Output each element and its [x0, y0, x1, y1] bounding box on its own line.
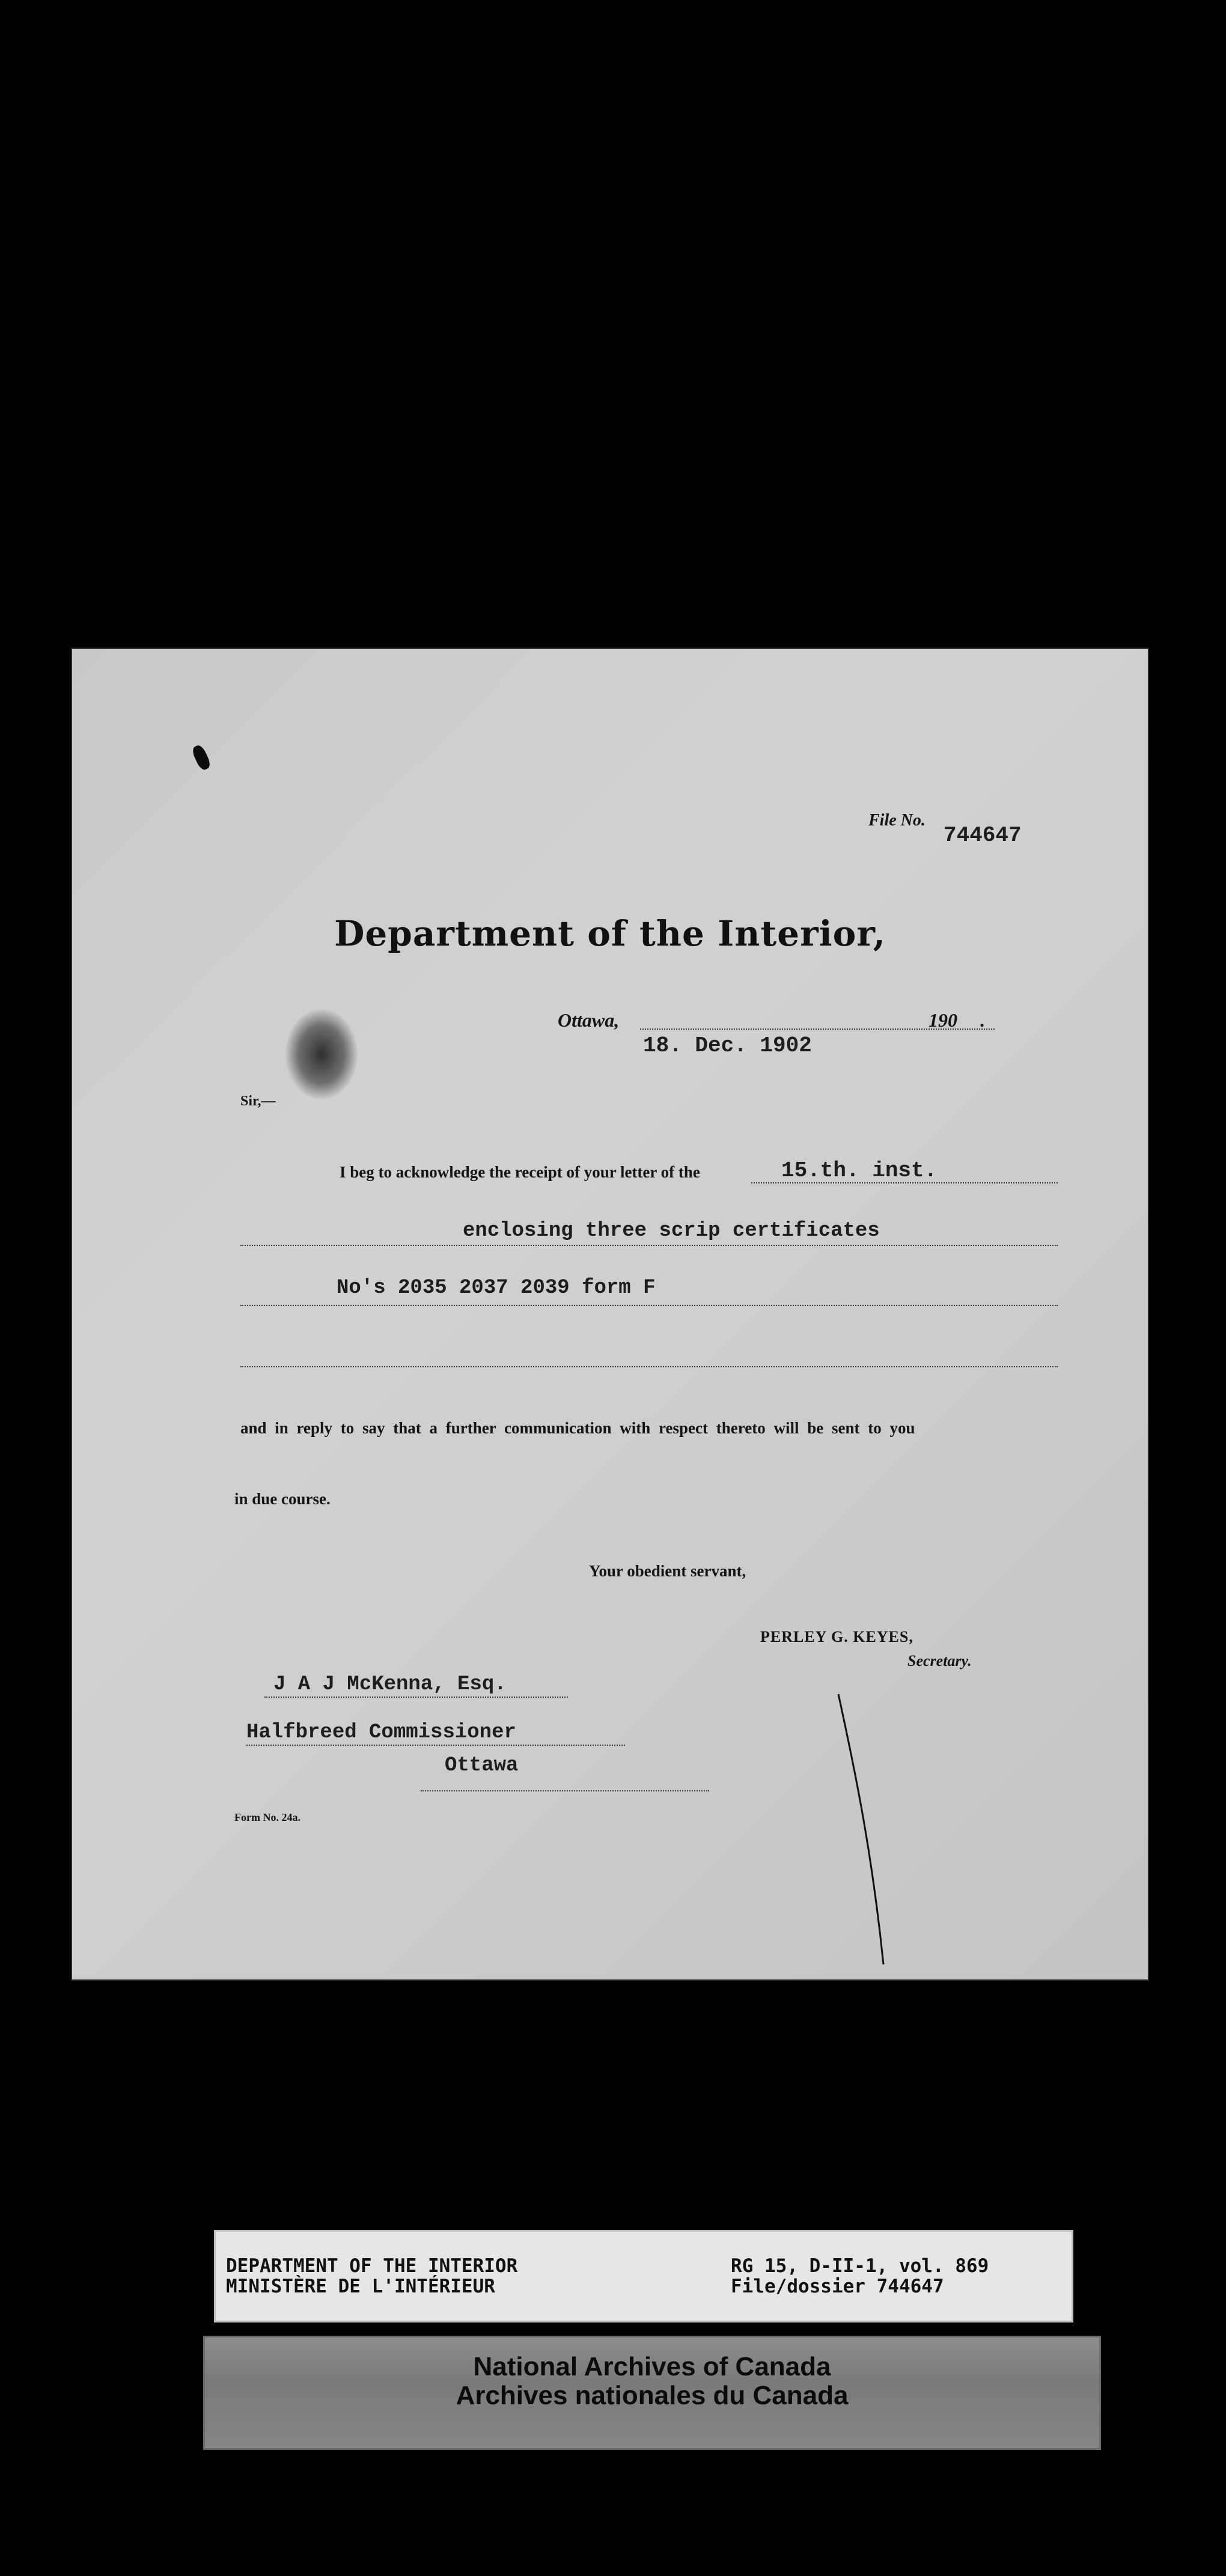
closing-text: Your obedient servant, — [589, 1562, 746, 1580]
letterhead-title: Department of the Interior, — [334, 913, 886, 954]
numbers-dotted-line — [240, 1304, 1058, 1306]
archives-name-en: National Archives of Canada — [473, 2352, 831, 2381]
record-group-reference: RG 15, D-II-1, vol. 869 — [731, 2255, 989, 2277]
blank-dotted-line — [240, 1365, 1058, 1367]
enclosure-description: enclosing three scrip certificates — [463, 1220, 880, 1242]
form-number: Form No. 24a. — [234, 1811, 300, 1823]
file-dossier-reference: File/dossier 744647 — [731, 2276, 944, 2297]
addressee-city-line — [421, 1789, 709, 1791]
addressee-name: J A J McKenna, Esq. — [273, 1673, 507, 1696]
addressee-title-line — [246, 1743, 625, 1746]
signer-name: PERLEY G. KEYES, — [760, 1628, 913, 1645]
acknowledgement-text: I beg to acknowledge the receipt of your letter of the — [340, 1163, 700, 1181]
pin-hole-mark — [191, 744, 212, 772]
reply-text: and in reply to say that a further communication with respect thereto will be sent to you — [240, 1419, 915, 1437]
file-number-label: File No. — [868, 811, 926, 830]
referenced-letter-date: 15.th. inst. — [781, 1158, 938, 1183]
year-dot: . — [980, 1009, 984, 1031]
place-label: Ottawa, — [558, 1009, 620, 1031]
signer-title: Secretary. — [907, 1652, 972, 1669]
letter-page — [72, 649, 1148, 1979]
department-name-en: DEPARTMENT OF THE INTERIOR — [226, 2255, 518, 2277]
year-prefix: 190 — [929, 1009, 957, 1031]
pen-stroke-mark — [835, 1691, 901, 1967]
certificate-numbers: No's 2035 2037 2039 form F — [337, 1277, 656, 1299]
file-number-value: 744647 — [944, 823, 1022, 848]
enclosure-dotted-line — [240, 1244, 1058, 1246]
archives-name-fr: Archives nationales du Canada — [456, 2381, 849, 2410]
addressee-city: Ottawa — [445, 1754, 519, 1777]
addressee-title: Halfbreed Commissioner — [246, 1721, 516, 1744]
archive-reference-label — [214, 2230, 1073, 2322]
archives-banner — [203, 2336, 1101, 2450]
salutation: Sir,— — [240, 1093, 276, 1109]
addressee-name-line — [264, 1695, 568, 1698]
ink-stamp-smudge — [285, 1009, 358, 1099]
department-name-fr: MINISTÈRE DE L'INTÉRIEUR — [226, 2276, 495, 2297]
due-course-text: in due course. — [234, 1490, 331, 1508]
letter-date: 18. Dec. 1902 — [643, 1033, 812, 1058]
